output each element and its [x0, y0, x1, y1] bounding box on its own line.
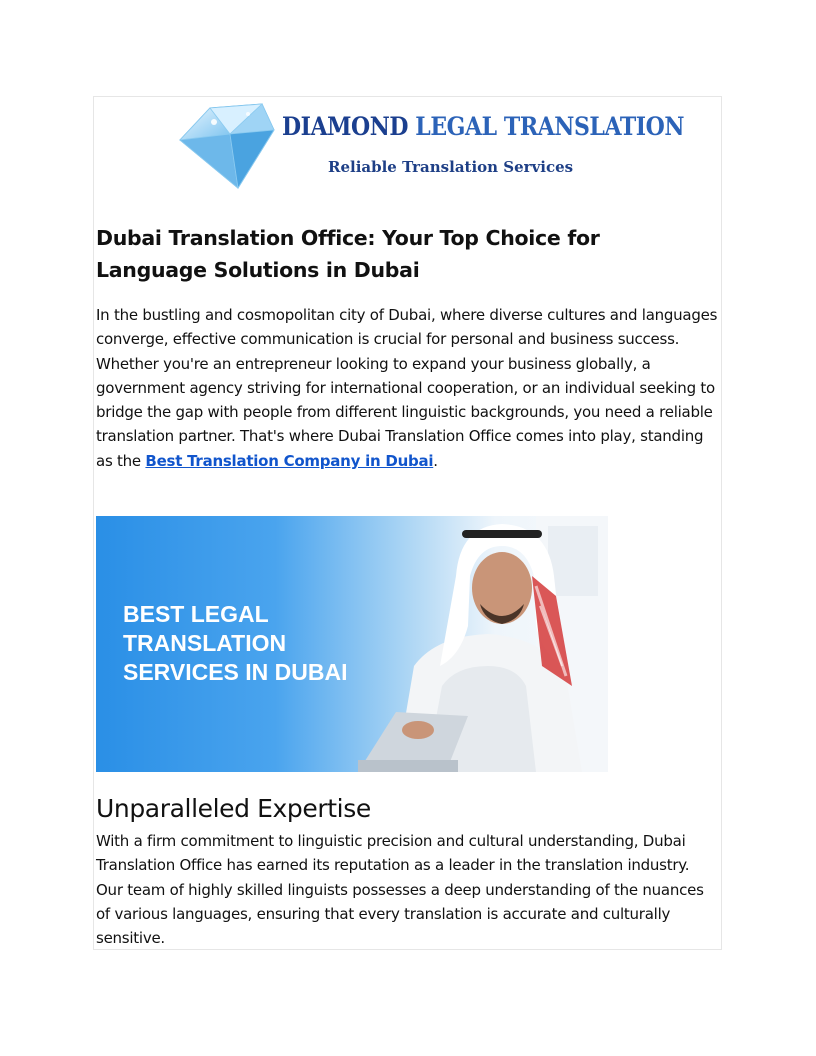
- banner-line-3: SERVICES IN DUBAI: [123, 659, 348, 685]
- intro-paragraph: [96, 303, 720, 473]
- logo-title-part1: DIAMOND: [282, 112, 409, 141]
- company-logo: [170, 100, 685, 192]
- banner-line-2: TRANSLATION: [123, 630, 287, 656]
- headline-line-1: Dubai Translation Office: Your Top Choice for: [96, 226, 600, 250]
- intro-end: .: [433, 451, 438, 470]
- banner-text: [123, 600, 348, 687]
- logo-title: [282, 112, 684, 141]
- diamond-icon: [170, 100, 278, 192]
- banner-line-1: BEST LEGAL: [123, 601, 269, 627]
- logo-title-part2: LEGAL TRANSLATION: [415, 112, 685, 141]
- article-headline: [96, 222, 696, 286]
- section-body: With a firm commitment to linguistic precision and cultural understanding, Dubai Translation Office has earned its reputation as a leader in the translation industry. Our team of highly skilled linguists possesses a deep understanding of the nuances of various languages, ensuring that every translation is accurate and culturally sensitive.: [96, 832, 704, 948]
- best-translation-company-link[interactable]: Best Translation Company in Dubai: [145, 451, 434, 470]
- section-heading: Unparalleled Expertise: [96, 794, 371, 823]
- logo-tagline: Reliable Translation Services: [328, 158, 574, 176]
- promo-banner-image: [96, 516, 608, 772]
- intro-text: In the bustling and cosmopolitan city of Dubai, where diverse cultures and languages converge, effective communication is crucial for personal and business success. Whether you're an entrepreneur looking to expand your business globally, a government agency striving for international cooperation, or an individual seeking to bridge the gap with people from different linguistic backgrounds, you need a reliable translation partner. That's where Dubai Translation Office comes into play, standing as the: [96, 306, 718, 470]
- headline-line-2: Language Solutions in Dubai: [96, 258, 420, 282]
